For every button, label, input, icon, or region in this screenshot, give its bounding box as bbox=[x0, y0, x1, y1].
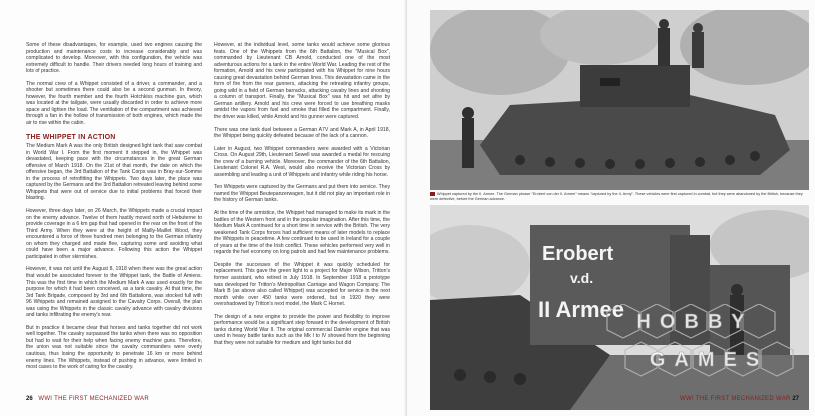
left-column bbox=[26, 42, 202, 377]
page-number: 27 bbox=[792, 396, 799, 402]
paragraph: Some of these disadvantages, for example, used two engines causing the production and maintenance costs to increase considerably and was complicated to develop. Moreover, with this configuration, the vehicle was extremely difficult to handle. Their drivers needed long hours of training and lots of practice. bbox=[26, 42, 202, 75]
paragraph: However, at the individual level, some tanks would achieve some glorious feats. One of the Whippets from the 6th Battalion, the "Musical Box", commanded by Lieutenant CB Arnold, conducted one of the most adventurous actions for a tank in the entire World War. Leading the rest of the formation, Arnold and his crew participated with his Whippet for nine hours causing great devastation behind German lines. This devastation came in the form of fire from the rear gunners, attacking the retreating infantry groups, going wild in a field of German barracks, attacking cavalry lines and shooting a column of transport. Finally, the "Musical Box" was hit and set afire by German artillery. Arnold and his crew were forced to use breathing masks amidst the vapors from fuel and smoke that filled the compartment. Finally, the driver was killed, while Arnold and his gunner were captured. bbox=[214, 42, 390, 121]
page-number: 26 bbox=[26, 396, 33, 402]
right-column bbox=[214, 42, 390, 352]
photo-caption bbox=[430, 192, 809, 202]
paragraph: The normal crew of a Whippet consisted of a driver, a commander, and a shooter but sometimes there could also be a second gunman. In theory, however, the fourth member and the fourth Hotchkiss machine gun, which was located at the tailgate, were usually discarded in order to achieve more space and lighten the load. The ventilation of the compartment was achieved through a fan in the hollow of transmission of both engines, which made the air to rise within the cabin. bbox=[26, 80, 202, 127]
section-heading: THE WHIPPET IN ACTION bbox=[26, 133, 116, 141]
running-title: WWI THE FIRST MECHANIZED WAR bbox=[38, 396, 149, 402]
left-page-footer bbox=[26, 396, 149, 402]
running-title: WWI THE FIRST MECHANIZED WAR bbox=[680, 396, 791, 402]
paragraph: At the time of the armistice, the Whippet had managed to make its mark in the battles of the Western front and in the popular imagination. After this time, the Medium Mark A continued for a short time in service with the British. The very weakened Tank Corps forces had sufficient means of later models to replace the Whippets in peacetime. A few continued to be used in Ireland for a couple of years at the time of the Irish conflict. These vehicles performed very well in regards the fuel economy on long patrols and had few maintenance problems. bbox=[214, 210, 390, 256]
caption-marker bbox=[430, 192, 435, 196]
left-page bbox=[0, 0, 407, 416]
paragraph: Ten Whippets were captured by the Germans and put them into service. They named the Whippet Beutepanzerwagen, but it did not play an important role in the history of German tanks. bbox=[214, 184, 390, 204]
paragraph: However, it was not until the August 8, 1918 when there was the great action that would be associated forever to the Whippet tank, the Battle of Amiens. This was the first time in which the Medium Mark A was used exactly for the purpose for which it had been conceived, as a tank cavalry. At that time, the 3rd Tank Brigade, composed by 3rd and 6th Battalions, was stocked full with 96 Whippets and remained assigned to the Cavalry Corps. Overall, the plan was using the Whippets in the classic cavalry advance with cavalry divisions and tanks infiltrating the enemy's rear. bbox=[26, 266, 202, 319]
painted-text-line1: Erobert bbox=[542, 243, 614, 265]
paragraph: Despite the successes of the Whippet it was quickly scheduled for replacement. This gave the green light to a project for Major Wilson, Tritton's former assistant, who retired in July 1918. In September 1918 a prototype was developed for Tritton's Metropolitan Carriage and Wagon Company. The Mark B (as above also called Whippet) was accepted for service in the next month while over 450 tanks were ordered, but in 1920 they were overshadowed by Tritton's next model, the Mark C Hornet. bbox=[214, 261, 390, 308]
paragraph: There was one tank duel between a German A7V and Mark A, in April 1918, the Whippet being quickly defeated because of the lack of a cannon. bbox=[214, 126, 390, 140]
paragraph: But in practice it became clear that horses and tanks together did not work well together. The cavalry surpassed the tanks when there was no opposition but had to wait for their help when facing enemy machine guns. Therefore, the union was not suitable since the cavalry commanders were overly cautious, thus losing the opportunity to penetrate 16 km or more behind enemy lines. The Whippets, instead of pushing in advance, were limited in most cases to the work of caring for the cavalry. bbox=[26, 324, 202, 371]
caption-text: Whippet captured by the II. Armee. The German phrase "Erobert von der II. Armee" means "captured by the II. Army". These vehicles were first captured in combat, but they were abandoned by the British, because they were defective, before the German advance. bbox=[430, 192, 803, 201]
watermark-line1: HOBBY bbox=[636, 311, 754, 333]
hobby-games-watermark bbox=[595, 304, 795, 394]
paragraph: However, three days later, on 26 March, the Whippets made a crucial impact on the enemy advance. Twelve of them hastily moved north of Hebuterne to provide coverage in a 6 km gap that had opened in the rear on the front of the Third Army. When they were at the height of Mailly-Maillet Wood, they encountered a force of three hundred men belonging to the German infantry on whom they charged and made flee, capturing some and avoiding what could have been a major advance. Following this action the Whippet participated in other skirmishes. bbox=[26, 208, 202, 260]
watermark-line2: GAMES bbox=[649, 349, 769, 371]
paragraph: Later in August, two Whippet commanders were awarded with a Victorian Cross. On August 29th, Lieutenant Sewell was awarded a medal for rescuing the crew of a burning vehicle. Moreover, the commander of the 6th Battalion, Lieutenant Colonel R.A. West, would also receive the Victorian Cross by assembling and leading a unit of Whippets and infantry while riding his horse. bbox=[214, 145, 390, 178]
whippet-tank-photo bbox=[430, 10, 809, 190]
painted-text-line3: II Armee bbox=[538, 297, 625, 322]
painted-text-line2: v.d. bbox=[570, 270, 594, 286]
right-page-footer bbox=[680, 396, 803, 402]
paragraph: The design of a new engine to provide the power and flexibility to improve performance would be a significant step forward in the development of British tanks during World War II. The original commercial Daimler engine that was used in heavy battle tanks such as the Mk I to IV showed from the beginning that they were not suitable for medium and light tanks but did bbox=[214, 313, 390, 346]
paragraph: The Medium Mark A was the only British designed light tank that saw combat in World War I. From the first moment it stepped in, the Whippet was devastated, keeping pace with the circumstances in the great German offensive of March 1918. On the 21st of that month, the date on which the offensive began, the 3rd Battalion of the Tank Corps was in Bray-sur-Somme in the process of retrofitting the Whippets. Two days later, the place was captured by the Germans and the 3rd Battalion retreated leaving behind some Whippets that were out of service due to initial problems that forced their blasting. bbox=[26, 143, 202, 202]
whippet-tank-illustration bbox=[430, 10, 809, 190]
